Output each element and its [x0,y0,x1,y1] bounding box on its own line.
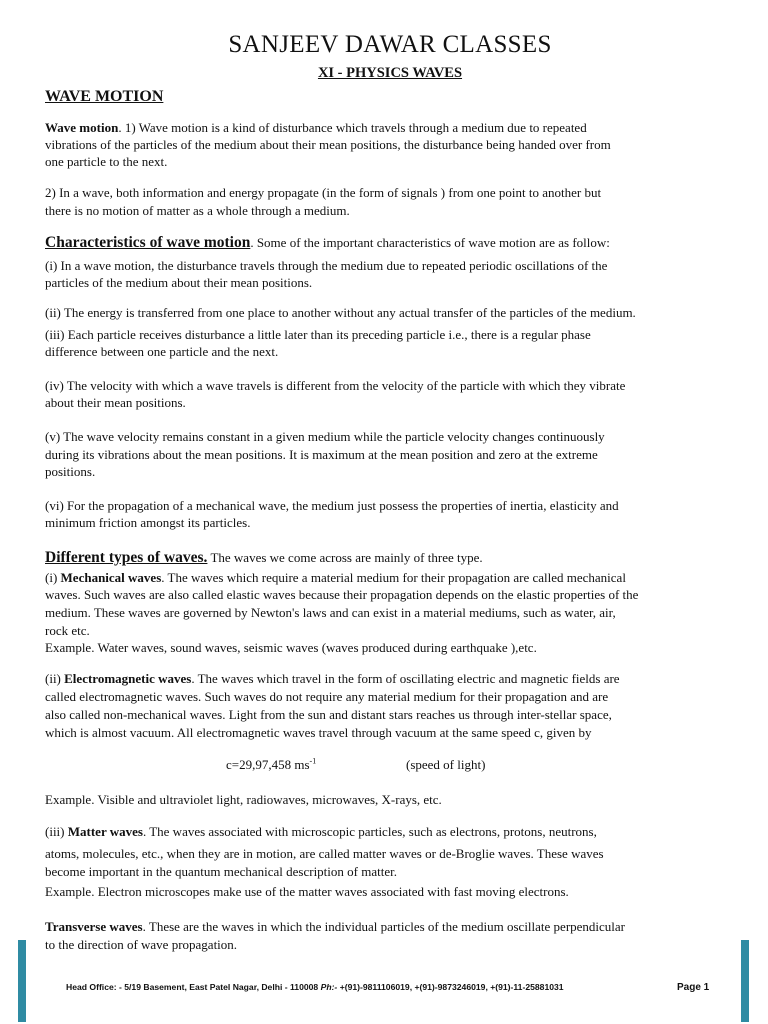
paragraph-line: 2) In a wave, both information and energy propagate (in the form of signals ) from one point to another but [45,185,602,200]
paragraph-line: Wave motion. 1) Wave motion is a kind of disturbance which travels through a medium due to repeated [45,120,587,135]
footer-phone-label: Ph:- [320,982,338,992]
list-item-cont: difference between one particle and the next. [45,344,279,359]
list-item: (iv) The velocity with which a wave travels is different from the velocity of the particle with which they vibrate [45,378,626,393]
list-item-cont: become important in the quantum mechanical description of matter. [45,864,397,879]
page-subtitle: XI - PHYSICS WAVES [317,65,463,81]
term-matter-waves: Matter waves [67,824,143,839]
list-item-cont: positions. [45,464,96,479]
left-margin-bar [18,940,26,1022]
list-item-cont: to the direction of wave propagation. [45,937,238,952]
paragraph-line: one particle to the next. [45,154,168,169]
page-footer [66,982,726,992]
list-item-cont: minimum friction amongst its particles. [45,515,251,530]
list-item-cont: during its vibrations about the mean positions. It is maximum at the mean position and zero at the extreme [45,447,598,462]
paragraph-line: there is no motion of matter as a whole through a medium. [45,203,350,218]
speed-of-light-equation: c=29,97,458 $ms^{-1}$ [226,756,317,772]
list-item: (i) Mechanical waves. The waves which require a material medium for their propagation are called mechanical [45,570,626,585]
list-item-cont: also called non-mechanical waves. Light from the sun and distant stars reaches us through inter-stellar space, [45,707,612,722]
footer-phones: +(91)-9811106019, +(91)-9873246019, +(91)-11-25881031 [337,982,564,992]
term-electromagnetic-waves: Electromagnetic waves [64,671,192,686]
list-item-cont: medium. These waves are governed by Newton's laws and can exist in a material mediums, such as water, air, [45,605,616,620]
list-item: (ii) Electromagnetic waves. The waves which travel in the form of oscillating electric and magnetic fields are [45,671,620,686]
list-item-cont: particles of the medium about their mean positions. [45,275,313,290]
list-item-cont: called electromagnetic waves. Such waves do not require any material medium for their propagation and are [45,689,609,704]
list-item: Transverse waves. These are the waves in which the individual particles of the medium oscillate perpendicular [45,919,626,934]
example-line: Example. Water waves, sound waves, seismic waves (waves produced during earthquake ),etc. [45,640,537,655]
list-item: (iii) Each particle receives disturbance a little later than its preceding particle i.e., there is a regular phase [45,327,591,342]
section-heading-types: Different types of waves. The waves we come across are mainly of three type. [45,549,483,566]
term-wave-motion: Wave motion [45,120,119,135]
footer-office: Head Office: - 5/19 Basement, East Patel Nagar, Delhi - 110008 [66,982,319,992]
example-line: Example. Visible and ultraviolet light, radiowaves, microwaves, X-rays, etc. [45,792,442,807]
page-number: Page 1 [677,982,710,993]
equation-note: (speed of light) [406,757,486,772]
list-item-cont: which is almost vacuum. All electromagnetic waves travel through vacuum at the same speed c, given by [45,725,592,740]
term-mechanical-waves: Mechanical waves [60,570,162,585]
paragraph-line: vibrations of the particles of the medium about their mean positions, the disturbance being handed over from [45,137,611,152]
page-title: SANJEEV DAWAR CLASSES [228,31,552,58]
list-item: (ii) The energy is transferred from one place to another without any actual transfer of the particles of the medium. [45,305,636,320]
list-item-cont: rock etc. [45,623,90,638]
list-item: (i) In a wave motion, the disturbance travels through the medium due to repeated periodic oscillations of the [45,258,608,273]
list-item: (iii) Matter waves. The waves associated with microscopic particles, such as electrons, protons, neutrons, [45,824,597,839]
list-item-cont: about their mean positions. [45,395,186,410]
right-margin-bar [741,940,749,1022]
list-item: (v) The wave velocity remains constant in a given medium while the particle velocity changes continuously [45,429,605,444]
section-heading-characteristics: Characteristics of wave motion. Some of the important characteristics of wave motion are as follow: [45,234,610,251]
section-heading-wave-motion: WAVE MOTION [45,88,164,105]
term-transverse-waves: Transverse waves [45,919,143,934]
list-item: (vi) For the propagation of a mechanical wave, the medium just possess the properties of inertia, elasticity and [45,498,619,513]
list-item-cont: waves. Such waves are also called elastic waves because their propagation depends on the elastic properties of the [45,587,639,602]
list-item-cont: atoms, molecules, etc., when they are in motion, are called matter waves or de-Broglie waves. These waves [45,846,604,861]
example-line: Example. Electron microscopes make use of the matter waves associated with fast moving electrons. [45,884,569,899]
